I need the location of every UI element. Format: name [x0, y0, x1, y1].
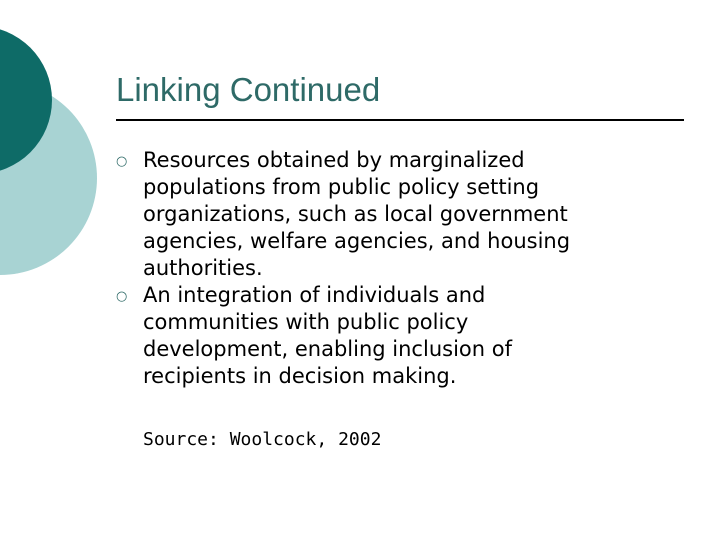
- bullet-line: authorities.: [143, 256, 263, 280]
- slide-title: Linking Continued: [116, 71, 381, 108]
- source-citation: Source: Woolcock, 2002: [143, 429, 382, 450]
- bullet-line: organizations, such as local government: [143, 202, 568, 226]
- bullet-line: communities with public policy: [143, 310, 469, 334]
- bullet-line: Resources obtained by marginalized: [143, 148, 525, 172]
- decorative-circles: [0, 0, 110, 300]
- bullet-text: [143, 147, 570, 282]
- bullet-circle-icon: ○: [116, 289, 128, 304]
- bullet-circle-icon: ○: [116, 154, 128, 169]
- bullet-line: populations from public policy setting: [143, 175, 540, 199]
- bullet-item-integration: [116, 282, 676, 390]
- bullet-line: recipients in decision making.: [143, 364, 457, 388]
- bullet-line: An integration of individuals and: [143, 283, 486, 307]
- bullet-line: agencies, welfare agencies, and housing: [143, 229, 571, 253]
- bullet-list: [116, 147, 676, 390]
- bullet-item-resources: [116, 147, 676, 282]
- bullet-line: development, enabling inclusion of: [143, 337, 512, 361]
- title-divider: [116, 119, 684, 121]
- bullet-text: [143, 282, 512, 390]
